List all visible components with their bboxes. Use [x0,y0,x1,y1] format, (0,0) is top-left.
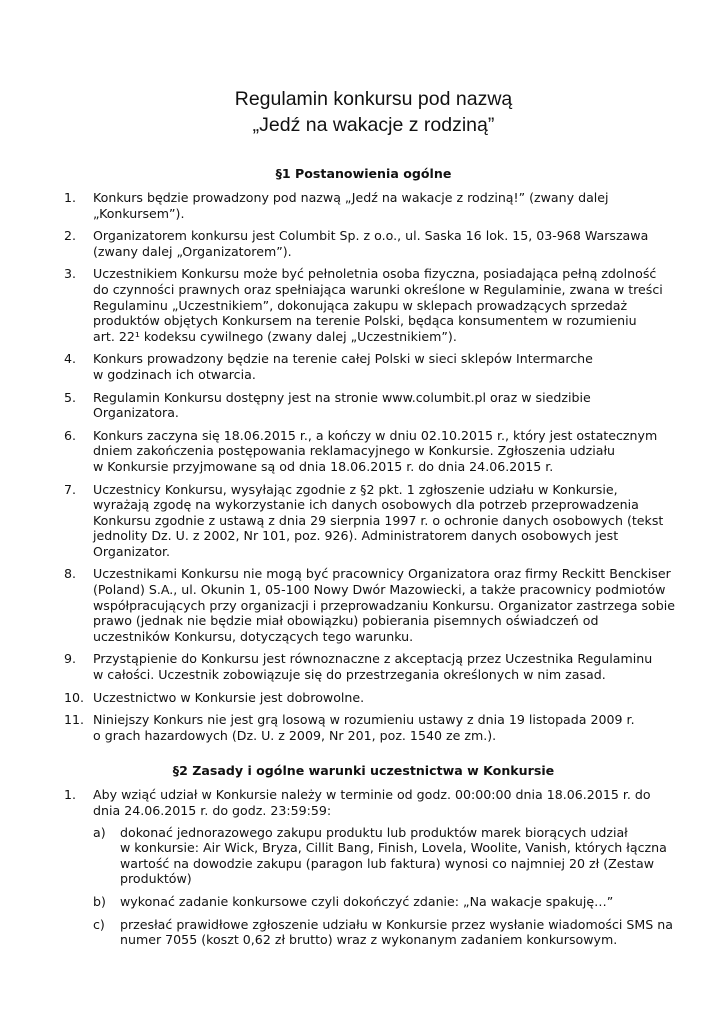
text-line: wartość na dowodzie zakupu (paragon lub faktura) wynosi co najmniej 20 zł (Zestaw [120,855,654,871]
list-item [64,787,673,948]
text-line: dniem zakończenia postępowania reklamacyjnego w Konkursie. Zgłoszenia udziału [93,443,616,459]
section-1-list [64,190,675,743]
text-line: w Konkursie przyjmowane są od dnia 18.06.2015 r. do dnia 24.06.2015 r. [93,458,554,474]
list-item [64,482,663,560]
list-item-text [93,266,663,344]
sub-list [93,824,673,948]
list-item-number: 10. [64,689,85,705]
text-line: o grach hazardowych (Dz. U. z 2009, Nr 201, poz. 1540 ze zm.). [93,727,497,743]
section-2-list [64,787,673,948]
list-item-text [93,712,663,743]
text-line: prawo (jednak nie będzie miał obowiązku) pobierania pisemnych oświadczeń od [93,613,599,629]
list-item-text [93,390,663,421]
list-item [64,266,663,344]
list-item [64,651,663,682]
text-line: Regulaminu „Uczestnikiem”, dokonująca zakupu w sklepach prowadzących sprzedaż [93,297,628,313]
text-line: wykonać zadanie konkursowe czyli dokończyć zdanie: „Na wakacje spakuję…” [120,893,614,909]
list-item [64,566,675,644]
list-item-text [93,651,663,682]
section-2-heading: §2 Zasady i ogólne warunki uczestnictwa w Konkursie [172,763,555,779]
list-item-text [120,916,673,948]
text-line: Konkurs prowadzony będzie na terenie całej Polski w sieci sklepów Intermarche [93,351,593,367]
text-line: Organizatorem konkursu jest Columbit Sp. z o.o., ul. Saska 16 lok. 15, 03-968 Warszawa [93,228,649,244]
text-line: Niniejszy Konkurs nie jest grą losową w rozumieniu ustawy z dnia 19 listopada 2009 r. [93,712,635,728]
text-line: Organizator. [93,543,171,559]
text-line: dnia 24.06.2015 r. do godz. 23:59:59: [93,803,332,818]
text-line: Konkurs będzie prowadzony pod nazwą „Jedź na wakacje z rodziną!” (zwany dalej [93,190,609,205]
list-item [64,351,663,382]
text-line: w godzinach ich otwarcia. [93,366,256,382]
text-line: produktów) [120,871,192,887]
text-line: przesłać prawidłowe zgłoszenie udziału w Konkursie przez wysłanie wiadomości SMS na [120,916,673,932]
list-item [64,712,663,743]
list-item-number: a) [93,824,106,840]
list-item-number: 2. [64,228,77,244]
list-item-text [120,894,663,910]
text-line: Uczestnikiem Konkursu może być pełnoletnia osoba fizyczna, posiadająca pełną zdolność [93,266,657,282]
text-line: produktów objętych Konkursem na terenie Polski, będąca konsumentem w rozumieniu [93,313,637,329]
text-line: (zwany dalej „Organizatorem”). [93,243,292,259]
list-item-number: 1. [64,787,77,803]
list-item-text [93,351,663,382]
text-line: wyrażają zgodę na wykorzystanie ich danych osobowych dla potrzeb przeprowadzenia [93,497,639,513]
text-line: do czynności prawnych oraz spełniająca warunki określone w Regulaminie, zwana w treści [93,281,663,297]
list-item-text [93,228,663,259]
list-item [64,228,663,259]
text-line: „Konkursem”). [93,205,185,221]
text-line: Regulamin Konkursu dostępny jest na stronie www.columbit.pl oraz w siedzibie [93,389,591,405]
text-line: Aby wziąć udział w Konkursie należy w terminie od godz. 00:00:00 dnia 18.06.2015 r. do [93,787,651,803]
text-line: Uczestnictwo w Konkursie jest dobrowolne. [93,689,365,705]
list-item-number: 7. [64,481,77,497]
document-title [84,86,663,138]
text-line: uczestników Konkursu, dotyczących tego warunku. [93,628,414,644]
list-item-number: b) [93,893,106,909]
title-line-1: Regulamin konkursu pod nazwą [234,88,513,110]
text-line: Uczestnicy Konkursu, wysyłając zgodnie z §2 pkt. 1 zgłoszenie udziału w Konkursie, [93,481,618,497]
list-item-text [93,566,675,644]
list-item-number: 6. [64,427,77,443]
text-line: Uczestnikami Konkursu nie mogą być pracownicy Organizatora oraz firmy Reckitt Benckiser [93,566,671,582]
list-item-number: c) [93,916,105,932]
list-item-text [93,428,663,475]
list-item-text [93,787,673,948]
text-line: (Poland) S.A., ul. Okunin 1, 05-100 Nowy Dwór Mazowiecki, a także pracownicy podmiotów [93,582,666,598]
list-item-text [93,482,663,560]
list-item-text [93,190,663,221]
list-item-number: 5. [64,389,77,405]
list-item-number: 11. [64,712,85,728]
list-item-number: 1. [64,190,77,205]
text-line: Przystąpienie do Konkursu jest równoznaczne z akceptacją przez Uczestnika Regulaminu [93,651,653,667]
sub-list-item [93,916,673,948]
list-item-number: 4. [64,351,77,367]
text-line: art. 22¹ kodeksu cywilnego (zwany dalej „Uczestnikiem”). [93,328,457,344]
text-line: w całości. Uczestnik zobowiązuje się do przestrzegania określonych w nim zasad. [93,667,606,683]
section-1-heading: §1 Postanowienia ogólne [275,166,452,181]
text-line: współpracujących przy organizacji i przeprowadzaniu Konkursu. Organizator zastrzega sobie [93,597,675,613]
text-line: numer 7055 (koszt 0,62 zł brutto) wraz z wykonanym zadaniem konkursowym. [120,932,618,948]
list-item-number: 8. [64,566,77,582]
list-item-text [120,824,667,887]
list-item [64,390,663,421]
list-item [64,190,663,221]
title-line-2: „Jedź na wakacje z rodziną” [252,114,495,136]
text-line: Konkursu zgodnie z ustawą z dnia 29 sierpnia 1997 r. o ochronie danych osobowych (tekst [93,512,664,528]
list-item-text [93,690,663,706]
sub-list-item [93,894,663,910]
list-item [64,428,663,475]
text-line: Organizatora. [93,405,179,421]
list-item-number: 9. [64,651,77,667]
text-line: jednolity Dz. U. z 2002, Nr 101, poz. 926). Administratorem danych osobowych jest [93,528,619,544]
text-line: w konkursie: Air Wick, Bryza, Cillit Bang, Finish, Lovela, Woolite, Vanish, których łączna [120,840,667,856]
sub-list-item [93,824,667,887]
text-line: Konkurs zaczyna się 18.06.2015 r., a kończy w dniu 02.10.2015 r., który jest ostatecznym [93,427,658,443]
list-item-number: 3. [64,266,77,282]
list-item [64,690,663,706]
text-line: dokonać jednorazowego zakupu produktu lub produktów marek biorących udział [120,824,628,840]
